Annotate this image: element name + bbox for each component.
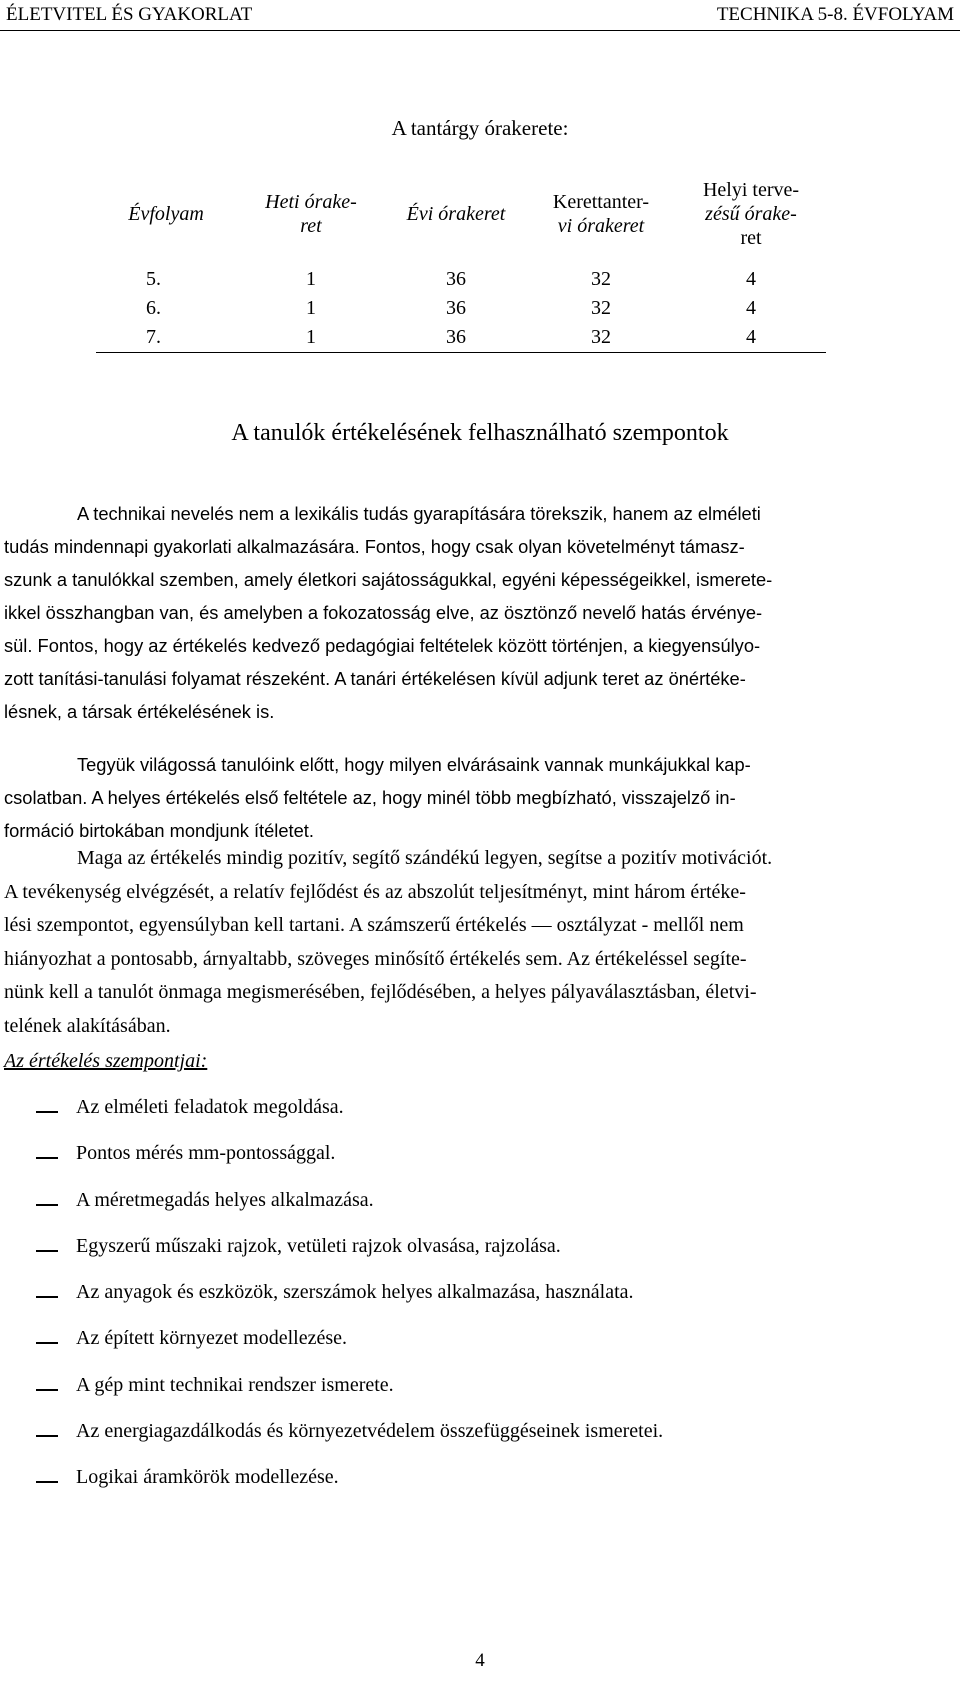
paragraph-3: Maga az értékelés mindig pozitív, segítő szándékú legyen, segítse a pozitív motivációt. A tevékenység elvégzését, a relatív fejlődést és az abszolút teljesítményt, mint három értéke- lési szempontot, egyensúlyban kell tartani. A számszerű értékelés — osztályzat - mellől nem hiányozhat a pontosabb, árnyaltabb, szöveges minősítő értékelés sem. Az értékeléssel segíte- nünk kell a tanulót önmaga megismerésében, fejlődésében, a helyes pályaválasztásban, életvi- telének alakításában. <box>4 847 773 1037</box>
dash-bullet-icon <box>36 1481 58 1483</box>
table-row: 7. 1 36 32 4 <box>96 323 826 352</box>
col-header-framework: Kerettanter- vi órakeret <box>552 191 650 237</box>
col-header-local: Helyi terve- zésű órake- ret <box>702 179 800 249</box>
col-header-yearly: Évi órakeret <box>406 203 506 225</box>
section-title: A tanulók értékelésének felhasználható szempontok <box>231 420 729 446</box>
dash-bullet-icon <box>36 1435 58 1437</box>
dash-bullet-icon <box>36 1204 58 1206</box>
criteria-title: Az értékelés szempontjai: <box>4 1050 208 1072</box>
table-header-row <box>96 163 826 265</box>
header-left: ÉLETVITEL ÉS GYAKORLAT <box>6 4 253 25</box>
paragraph-2: Tegyük világossá tanulóink előtt, hogy milyen elvárásaink vannak munkájukkal kap- csolatban. A helyes értékelés első feltétele az, hogy minél több megbízható, visszajelző in- formáció birtokában mondjunk ítéletet. <box>4 754 751 841</box>
table-row: 5. 1 36 32 4 <box>146 268 756 290</box>
dash-bullet-icon <box>36 1250 58 1252</box>
dash-bullet-icon <box>36 1389 58 1391</box>
table-row: 6. 1 36 32 4 <box>146 297 756 319</box>
dash-bullet-icon <box>36 1296 58 1298</box>
table-caption: A tantárgy órakerete: <box>391 116 569 140</box>
header-right: TECHNIKA 5-8. ÉVFOLYAM <box>716 4 954 25</box>
page-number: 4 <box>475 1650 485 1671</box>
dash-bullet-icon <box>36 1157 58 1159</box>
col-header-weekly: Heti órake- ret <box>265 191 357 237</box>
dash-bullet-icon <box>36 1342 58 1344</box>
paragraph-1: A technikai nevelés nem a lexikális tudás gyarapítására törekszik, hanem az elméleti tudás mindennapi gyakorlati alkalmazására. Fontos, hogy csak olyan követelményt támasz- szunk a tanulókkal szemben, amely életkori sajátosságukkal, egyéni képességeikkel, ismerete- ikkel összhangban van, és amelyben a fokozatosság elve, az ösztönző nevelő hatás érvénye- sül. Fontos, hogy az értékelés kedvező pedagógiai feltételek között történjen, a kiegyensúlyo- zott tanítási-tanulási folyamat részeként. A tanári értékelésen kívül adjunk teret az önértéke- lésnek, a társak értékelésének is. <box>4 503 773 722</box>
col-header-grade: Évfolyam <box>128 203 204 225</box>
page-header <box>0 0 960 31</box>
hours-table <box>96 163 826 353</box>
dash-bullet-icon <box>36 1111 58 1113</box>
